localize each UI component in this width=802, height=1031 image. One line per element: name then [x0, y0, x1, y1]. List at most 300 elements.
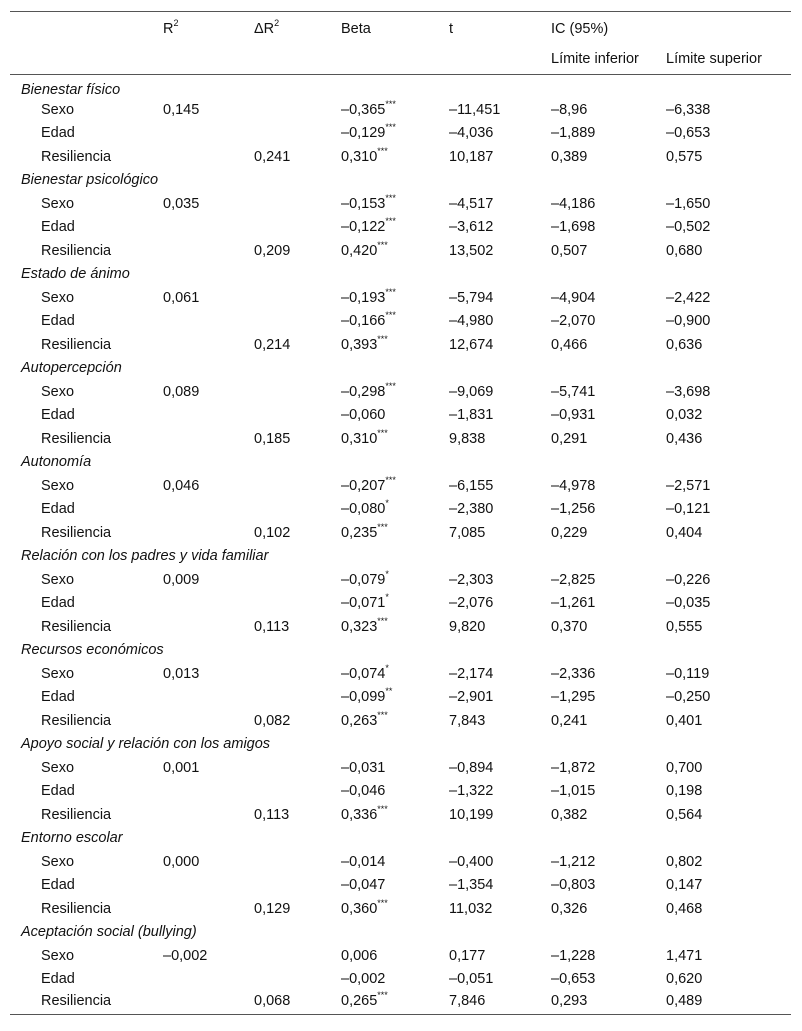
r2-cell: 0,035 [163, 195, 200, 212]
beta-value: –0,046 [341, 783, 386, 800]
delta-r2-cell [251, 568, 338, 592]
beta-value: –0,047 [341, 877, 386, 894]
variable-cell: Edad [41, 125, 75, 142]
upper-limit-cell: 0,401 [666, 712, 703, 729]
table-row [10, 192, 791, 216]
beta-cell [338, 756, 446, 780]
header-beta: Beta [341, 21, 371, 37]
lower-limit-cell: –4,186 [551, 195, 596, 212]
upper-limit-cell: 0,436 [666, 430, 703, 447]
significance-marker: *** [377, 709, 388, 720]
t-cell: –5,794 [449, 289, 494, 306]
beta-value: 0,323 [341, 618, 378, 635]
lower-limit-cell: 0,229 [551, 524, 588, 541]
r2-cell [160, 427, 251, 451]
beta-value: –0,071 [341, 595, 386, 612]
lower-limit-cell: –1,698 [551, 219, 596, 236]
upper-limit-cell: 0,575 [666, 148, 703, 165]
t-cell: 13,502 [449, 242, 494, 259]
header-empty [10, 12, 160, 45]
significance-marker: * [385, 498, 389, 509]
table-row [10, 756, 791, 780]
variable-cell: Edad [41, 219, 75, 236]
delta-r2-cell: 0,214 [254, 336, 291, 353]
significance-marker: *** [377, 239, 388, 250]
delta-r2-cell [251, 286, 338, 310]
significance-marker: * [385, 592, 389, 603]
delta-r2-cell [251, 968, 338, 992]
variable-cell: Sexo [41, 101, 75, 118]
group-title: Recursos económicos [21, 642, 164, 659]
significance-marker: *** [385, 98, 396, 109]
beta-cell [338, 427, 446, 451]
variable-cell: Edad [41, 313, 75, 330]
variable-cell: Edad [41, 689, 75, 706]
beta-value: –0,153 [341, 195, 386, 212]
variable-cell: Resiliencia [41, 148, 112, 165]
table-row [10, 122, 791, 146]
upper-limit-cell: 0,636 [666, 336, 703, 353]
table-row [10, 686, 791, 710]
beta-value: –0,129 [341, 125, 386, 142]
table-row [10, 709, 791, 733]
variable-cell: Edad [41, 877, 75, 894]
t-cell: 7,085 [449, 524, 486, 541]
r2-cell [160, 239, 251, 263]
beta-value: 0,420 [341, 242, 378, 259]
t-cell: –0,894 [449, 759, 494, 776]
lower-limit-cell: 0,389 [551, 148, 588, 165]
t-cell: –1,831 [449, 407, 494, 424]
beta-value: –0,060 [341, 407, 386, 424]
beta-value: –0,207 [341, 477, 386, 494]
variable-cell: Sexo [41, 383, 75, 400]
variable-cell: Edad [41, 971, 75, 988]
upper-limit-cell: 1,471 [666, 947, 703, 964]
r2-cell [160, 874, 251, 898]
beta-value: 0,393 [341, 336, 378, 353]
significance-marker: *** [385, 380, 396, 391]
lower-limit-cell: –1,872 [551, 759, 596, 776]
header-lower-limit: Límite inferior [551, 51, 639, 67]
beta-cell [338, 122, 446, 146]
beta-value: –0,080 [341, 501, 386, 518]
lower-limit-cell: –5,741 [551, 383, 596, 400]
variable-cell: Sexo [41, 665, 75, 682]
variable-cell: Edad [41, 595, 75, 612]
group-title: Aceptación social (bullying) [21, 924, 197, 941]
beta-value: –0,193 [341, 289, 386, 306]
r2-cell [160, 521, 251, 545]
group-row [10, 639, 791, 663]
delta-r2-cell [251, 474, 338, 498]
variable-cell: Sexo [41, 947, 75, 964]
delta-r2-cell [251, 662, 338, 686]
delta-r2-cell: 0,102 [254, 524, 291, 541]
lower-limit-cell: –1,256 [551, 501, 596, 518]
lower-limit-cell: –2,336 [551, 665, 596, 682]
beta-cell [338, 98, 446, 122]
upper-limit-cell: –2,571 [666, 477, 711, 494]
t-cell: –11,451 [449, 101, 501, 118]
t-cell: 11,032 [449, 900, 493, 917]
r2-cell: 0,000 [163, 853, 200, 870]
table-row [10, 239, 791, 263]
header-row-2 [10, 44, 791, 75]
r2-cell [160, 803, 251, 827]
lower-limit-cell: –2,825 [551, 571, 596, 588]
upper-limit-cell: –2,422 [666, 289, 711, 306]
t-cell: 10,199 [449, 806, 494, 823]
t-cell: –9,069 [449, 383, 494, 400]
t-cell: 9,820 [449, 618, 486, 635]
lower-limit-cell: 0,370 [551, 618, 588, 635]
group-title: Estado de ánimo [21, 266, 130, 283]
table-row [10, 780, 791, 804]
beta-cell [338, 568, 446, 592]
r2-cell [160, 615, 251, 639]
delta-r2-cell [251, 380, 338, 404]
variable-cell: Edad [41, 407, 75, 424]
beta-cell [338, 662, 446, 686]
r2-cell: 0,001 [163, 759, 200, 776]
table-row [10, 216, 791, 240]
table-row [10, 333, 791, 357]
lower-limit-cell: 0,293 [548, 991, 666, 1015]
significance-marker: *** [377, 615, 388, 626]
beta-cell [338, 944, 446, 968]
significance-marker: *** [377, 145, 388, 156]
table-row [10, 286, 791, 310]
table-row [10, 568, 791, 592]
t-cell: 7,843 [449, 712, 486, 729]
significance-marker: *** [385, 310, 396, 321]
beta-value: –0,074 [341, 665, 386, 682]
beta-value: –0,031 [341, 759, 386, 776]
variable-cell: Sexo [41, 289, 75, 306]
t-cell: –6,155 [449, 477, 494, 494]
group-row [10, 263, 791, 287]
lower-limit-cell: –0,931 [551, 407, 596, 424]
delta-r2-cell [251, 216, 338, 240]
variable-cell: Resiliencia [41, 806, 112, 823]
significance-marker: *** [385, 192, 396, 203]
table-row [10, 474, 791, 498]
beta-cell [338, 780, 446, 804]
delta-r2-cell [251, 874, 338, 898]
beta-cell [338, 850, 446, 874]
t-cell: –2,303 [449, 571, 494, 588]
upper-limit-cell: 0,404 [666, 524, 703, 541]
beta-value: –0,166 [341, 313, 386, 330]
delta-r2-cell: 0,068 [251, 991, 338, 1015]
variable-cell: Resiliencia [41, 900, 112, 917]
group-row [10, 827, 791, 851]
r2-cell [160, 592, 251, 616]
group-row [10, 733, 791, 757]
variable-cell: Resiliencia [41, 618, 112, 635]
t-cell: –3,612 [449, 219, 494, 236]
upper-limit-cell: 0,198 [666, 783, 703, 800]
table-body [10, 75, 791, 1015]
beta-cell [338, 897, 446, 921]
lower-limit-cell: –4,978 [551, 477, 596, 494]
lower-limit-cell: –1,889 [551, 125, 596, 142]
lower-limit-cell: 0,326 [551, 900, 588, 917]
beta-cell [338, 615, 446, 639]
delta-r2-cell: 0,113 [254, 618, 290, 635]
group-row [10, 451, 791, 475]
upper-limit-cell: 0,680 [666, 242, 703, 259]
delta-r2-cell: 0,129 [254, 900, 291, 917]
lower-limit-cell: 0,466 [551, 336, 588, 353]
header-ic: IC (95%) [551, 21, 609, 37]
group-title: Bienestar físico [21, 81, 121, 98]
upper-limit-cell: –6,338 [666, 101, 711, 118]
delta-r2-cell [251, 944, 338, 968]
table-row [10, 803, 791, 827]
significance-marker: * [385, 568, 389, 579]
table-row [10, 427, 791, 451]
delta-r2-cell [251, 310, 338, 334]
t-cell: –0,400 [449, 853, 494, 870]
delta-r2-cell [251, 98, 338, 122]
t-cell: –4,036 [449, 125, 494, 142]
delta-r2-cell [251, 592, 338, 616]
group-row [10, 357, 791, 381]
table-row [10, 874, 791, 898]
upper-limit-cell: 0,564 [666, 806, 703, 823]
significance-marker: *** [385, 216, 396, 227]
r2-cell [160, 333, 251, 357]
beta-value: 0,235 [341, 524, 378, 541]
r2-cell: 0,145 [163, 101, 200, 118]
delta-r2-cell: 0,241 [254, 148, 291, 165]
upper-limit-cell: 0,489 [666, 991, 791, 1015]
t-cell: –1,354 [449, 877, 494, 894]
upper-limit-cell: –0,653 [666, 125, 711, 142]
beta-value: –0,365 [341, 101, 386, 118]
delta-r2-cell: 0,113 [254, 806, 290, 823]
beta-cell [338, 498, 446, 522]
delta-r2-cell: 0,185 [254, 430, 291, 447]
significance-marker: * [385, 662, 389, 673]
t-cell: –0,051 [449, 971, 494, 988]
variable-cell: Resiliencia [41, 430, 112, 447]
r2-cell: 0,009 [163, 571, 200, 588]
t-cell: –2,174 [449, 665, 494, 682]
header-t: t [449, 21, 454, 37]
lower-limit-cell: –1,212 [551, 853, 596, 870]
table-row [10, 380, 791, 404]
table-row [10, 98, 791, 122]
beta-cell [338, 968, 446, 992]
t-cell: –2,901 [449, 689, 494, 706]
lower-limit-cell: 0,291 [551, 430, 588, 447]
t-cell: –2,380 [449, 501, 494, 518]
upper-limit-cell: 0,700 [666, 759, 703, 776]
t-cell: 0,177 [449, 947, 486, 964]
regression-table [10, 11, 791, 1015]
group-title: Entorno escolar [21, 830, 123, 847]
header-upper-limit: Límite superior [666, 51, 762, 67]
r2-cell [160, 780, 251, 804]
r2-cell [160, 968, 251, 992]
upper-limit-cell: –0,900 [666, 313, 711, 330]
variable-cell: Resiliencia [41, 336, 112, 353]
delta-r2-cell: 0,082 [254, 712, 291, 729]
upper-limit-cell: –0,502 [666, 219, 711, 236]
r2-cell [160, 404, 251, 428]
lower-limit-cell: 0,382 [551, 806, 588, 823]
significance-marker: *** [377, 521, 388, 532]
delta-r2-cell [251, 756, 338, 780]
variable-cell: Edad [41, 783, 75, 800]
beta-cell [338, 803, 446, 827]
t-cell: –4,980 [449, 313, 494, 330]
group-title: Relación con los padres y vida familiar [21, 548, 269, 565]
table-row [10, 145, 791, 169]
r2-cell [160, 310, 251, 334]
significance-marker: *** [385, 474, 396, 485]
variable-cell: Resiliencia [10, 991, 160, 1015]
delta-r2-cell [251, 850, 338, 874]
r2-cell: 0,061 [163, 289, 200, 306]
beta-cell [338, 991, 446, 1015]
beta-cell [338, 709, 446, 733]
beta-value: 0,310 [341, 148, 378, 165]
t-cell: –1,322 [449, 783, 494, 800]
t-cell: 10,187 [449, 148, 494, 165]
beta-value: –0,002 [341, 971, 386, 988]
r2-cell [160, 498, 251, 522]
header-row-1 [10, 12, 791, 45]
upper-limit-cell: 0,620 [666, 971, 703, 988]
upper-limit-cell: –0,035 [666, 595, 711, 612]
beta-value: –0,099 [341, 689, 386, 706]
group-title: Autonomía [21, 454, 92, 471]
table-row [10, 498, 791, 522]
beta-value: 0,310 [341, 430, 378, 447]
significance-marker: *** [377, 427, 388, 438]
upper-limit-cell: 0,468 [666, 900, 703, 917]
delta-r2-cell [251, 192, 338, 216]
t-cell: 9,838 [449, 430, 486, 447]
r2-cell [160, 991, 251, 1015]
beta-value: 0,336 [341, 806, 378, 823]
beta-value: –0,014 [341, 853, 386, 870]
r2-cell: –0,002 [163, 947, 208, 964]
group-title: Bienestar psicológico [21, 172, 159, 189]
table-row [10, 404, 791, 428]
variable-cell: Sexo [41, 477, 75, 494]
t-cell: 12,674 [449, 336, 494, 353]
delta-r2-cell [251, 686, 338, 710]
lower-limit-cell: –1,228 [551, 947, 596, 964]
upper-limit-cell: 0,032 [666, 407, 703, 424]
r2-cell: 0,046 [163, 477, 200, 494]
r2-cell [160, 122, 251, 146]
beta-cell [338, 474, 446, 498]
delta-r2-cell [251, 404, 338, 428]
beta-cell [338, 874, 446, 898]
variable-cell: Sexo [41, 759, 75, 776]
beta-cell [338, 404, 446, 428]
table-row [10, 521, 791, 545]
beta-value: 0,265 [341, 993, 378, 1009]
upper-limit-cell: –3,698 [666, 383, 711, 400]
upper-limit-cell: 0,555 [666, 618, 703, 635]
significance-marker: *** [377, 897, 388, 908]
lower-limit-cell: –0,803 [551, 877, 596, 894]
group-row [10, 169, 791, 193]
upper-limit-cell: 0,147 [666, 877, 703, 894]
r2-cell [160, 686, 251, 710]
lower-limit-cell: –1,015 [551, 783, 596, 800]
variable-cell: Resiliencia [41, 242, 112, 259]
t-cell: 7,846 [446, 991, 548, 1015]
beta-cell [338, 239, 446, 263]
significance-marker: ** [385, 686, 393, 697]
r2-cell [160, 145, 251, 169]
delta-r2-cell [251, 780, 338, 804]
t-cell: –2,076 [449, 595, 494, 612]
lower-limit-cell: –1,295 [551, 689, 596, 706]
r2-cell: 0,089 [163, 383, 200, 400]
header-r2: $R^2$ [163, 18, 179, 37]
delta-r2-cell [251, 498, 338, 522]
regression-table-wrapper [10, 11, 791, 1015]
delta-r2-cell: 0,209 [254, 242, 291, 259]
significance-marker: *** [377, 990, 388, 1001]
lower-limit-cell: –0,653 [551, 971, 596, 988]
table-header [10, 12, 791, 75]
variable-cell: Resiliencia [41, 712, 112, 729]
r2-cell [160, 216, 251, 240]
upper-limit-cell: –0,250 [666, 689, 711, 706]
variable-cell: Sexo [41, 195, 75, 212]
beta-value: –0,079 [341, 571, 386, 588]
upper-limit-cell: –0,119 [666, 665, 710, 682]
variable-cell: Sexo [41, 571, 75, 588]
table-row [10, 310, 791, 334]
beta-cell [338, 686, 446, 710]
significance-marker: *** [377, 803, 388, 814]
beta-cell [338, 380, 446, 404]
group-row [10, 545, 791, 569]
beta-value: 0,006 [341, 947, 378, 964]
upper-limit-cell: –0,121 [666, 501, 711, 518]
r2-cell [160, 897, 251, 921]
group-title: Apoyo social y relación con los amigos [21, 736, 271, 753]
beta-value: 0,263 [341, 712, 378, 729]
beta-cell [338, 310, 446, 334]
table-row [10, 968, 791, 992]
upper-limit-cell: –1,650 [666, 195, 711, 212]
table-row [10, 592, 791, 616]
beta-cell [338, 333, 446, 357]
table-row [10, 850, 791, 874]
upper-limit-cell: 0,802 [666, 853, 703, 870]
upper-limit-cell: –0,226 [666, 571, 711, 588]
beta-cell [338, 521, 446, 545]
group-row [10, 75, 791, 99]
header-delta-r2: $\Delta R^2$ [254, 18, 280, 37]
variable-cell: Sexo [41, 853, 75, 870]
significance-marker: *** [377, 333, 388, 344]
beta-cell [338, 592, 446, 616]
significance-marker: *** [385, 122, 396, 133]
